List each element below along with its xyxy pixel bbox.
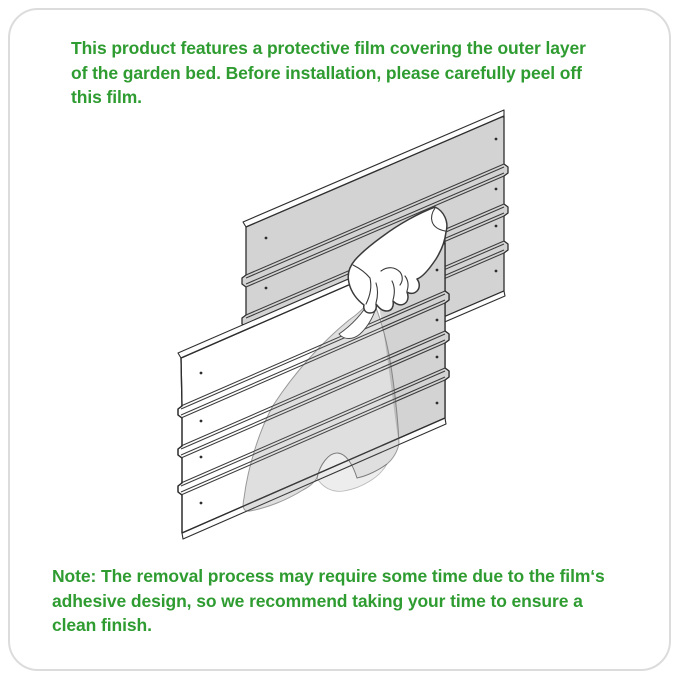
top-instruction-line-2: of the garden bed. Before installation, please carefully peel off	[71, 62, 582, 83]
bottom-note-line-1: Note: The removal process may require some time due to the film‘s	[52, 566, 605, 586]
bottom-note-line-3: clean finish.	[52, 615, 152, 635]
bottom-note-line-2: adhesive design, so we recommend taking your time to ensure a	[52, 590, 583, 611]
bottom-note-text	[52, 564, 605, 638]
top-instruction-line-1: This product features a protective film covering the outer layer	[71, 38, 586, 58]
top-instruction-line-3: this film.	[71, 87, 142, 107]
